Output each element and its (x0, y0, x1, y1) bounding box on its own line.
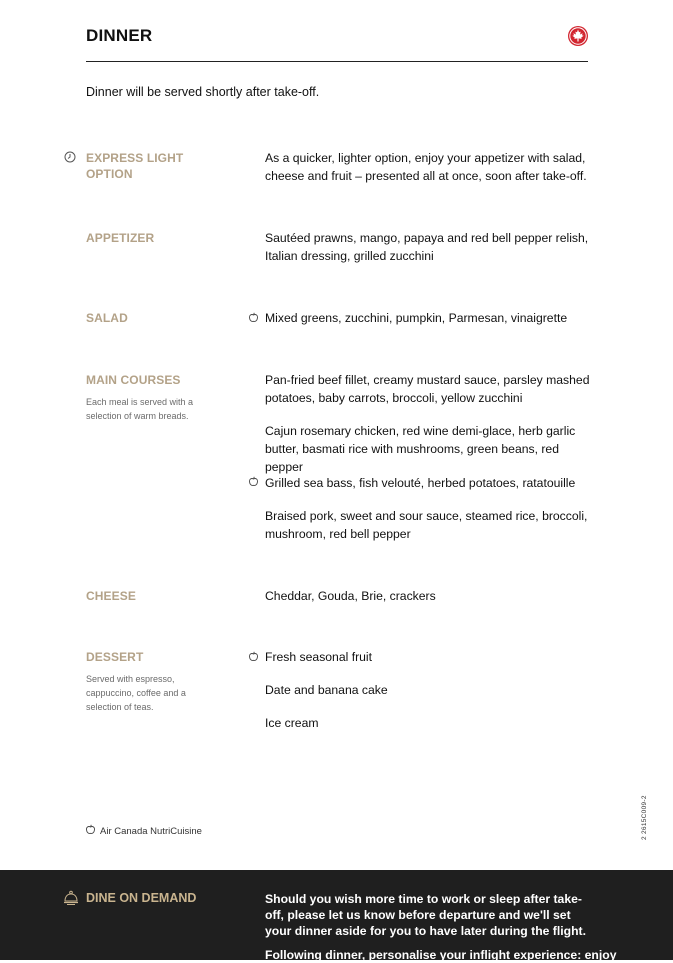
main-course-item: Cajun rosemary chicken, red wine demi-glace, herb garlic butter, basmati rice with mushrooms, green beans, red pepper (265, 424, 576, 474)
dessert-note: Served with espresso, cappuccino, coffee and a selection of teas. (86, 674, 186, 712)
section-title-cheese: CHEESE (86, 589, 136, 603)
maple-leaf-logo-icon (567, 25, 589, 47)
salad-item: Mixed greens, zucchini, pumpkin, Parmesan, vinaigrette (265, 311, 568, 325)
intro-text: Dinner will be served shortly after take-off. (86, 85, 320, 99)
express-description: As a quicker, lighter option, enjoy your appetizer with salad, cheese and fruit – presented all at once, soon after take-off. (265, 151, 587, 183)
cloche-icon (63, 890, 79, 908)
print-code: 2 2615C009-2 (641, 795, 648, 840)
section-title-appetizer: APPETIZER (86, 231, 155, 245)
dine-on-demand-text-continued: Following dinner, personalise your inflight experience: enjoy (265, 948, 617, 962)
apple-outline-icon (248, 476, 259, 487)
main-course-item: Braised pork, sweet and sour sauce, steamed rice, broccoli, mushroom, red bell pepper (265, 509, 588, 541)
dine-on-demand-text: Should you wish more time to work or sleep after take-off, please let us know before departure and we'll set your dinner aside for you to have later during the flight. (265, 892, 586, 938)
main-course-item: Pan-fried beef fillet, creamy mustard sauce, parsley mashed potatoes, baby carrots, broccoli, yellow zucchini (265, 373, 590, 405)
section-title-main-courses: MAIN COURSES (86, 373, 181, 387)
clock-icon (64, 151, 76, 163)
section-title-dessert: DESSERT (86, 650, 144, 664)
dine-on-demand-title: DINE ON DEMAND (86, 891, 197, 905)
page-title: DINNER (86, 26, 153, 45)
nutricuisine-footnote: Air Canada NutriCuisine (100, 826, 202, 837)
cheese-item: Cheddar, Gouda, Brie, crackers (265, 589, 436, 603)
apple-outline-icon (85, 824, 96, 835)
dessert-item: Date and banana cake (265, 683, 388, 697)
header-divider (86, 61, 588, 62)
section-title-salad: SALAD (86, 311, 128, 325)
appetizer-item: Sautéed prawns, mango, papaya and red bell pepper relish, Italian dressing, grilled zucchini (265, 231, 589, 263)
dessert-item: Ice cream (265, 716, 319, 730)
section-title-express: EXPRESS LIGHT OPTION (86, 151, 184, 181)
apple-outline-icon (248, 312, 259, 323)
main-courses-note: Each meal is served with a selection of warm breads. (86, 397, 194, 421)
main-course-item: Grilled sea bass, fish velouté, herbed potatoes, ratatouille (265, 476, 576, 490)
apple-outline-icon (248, 651, 259, 662)
dessert-item: Fresh seasonal fruit (265, 650, 373, 664)
